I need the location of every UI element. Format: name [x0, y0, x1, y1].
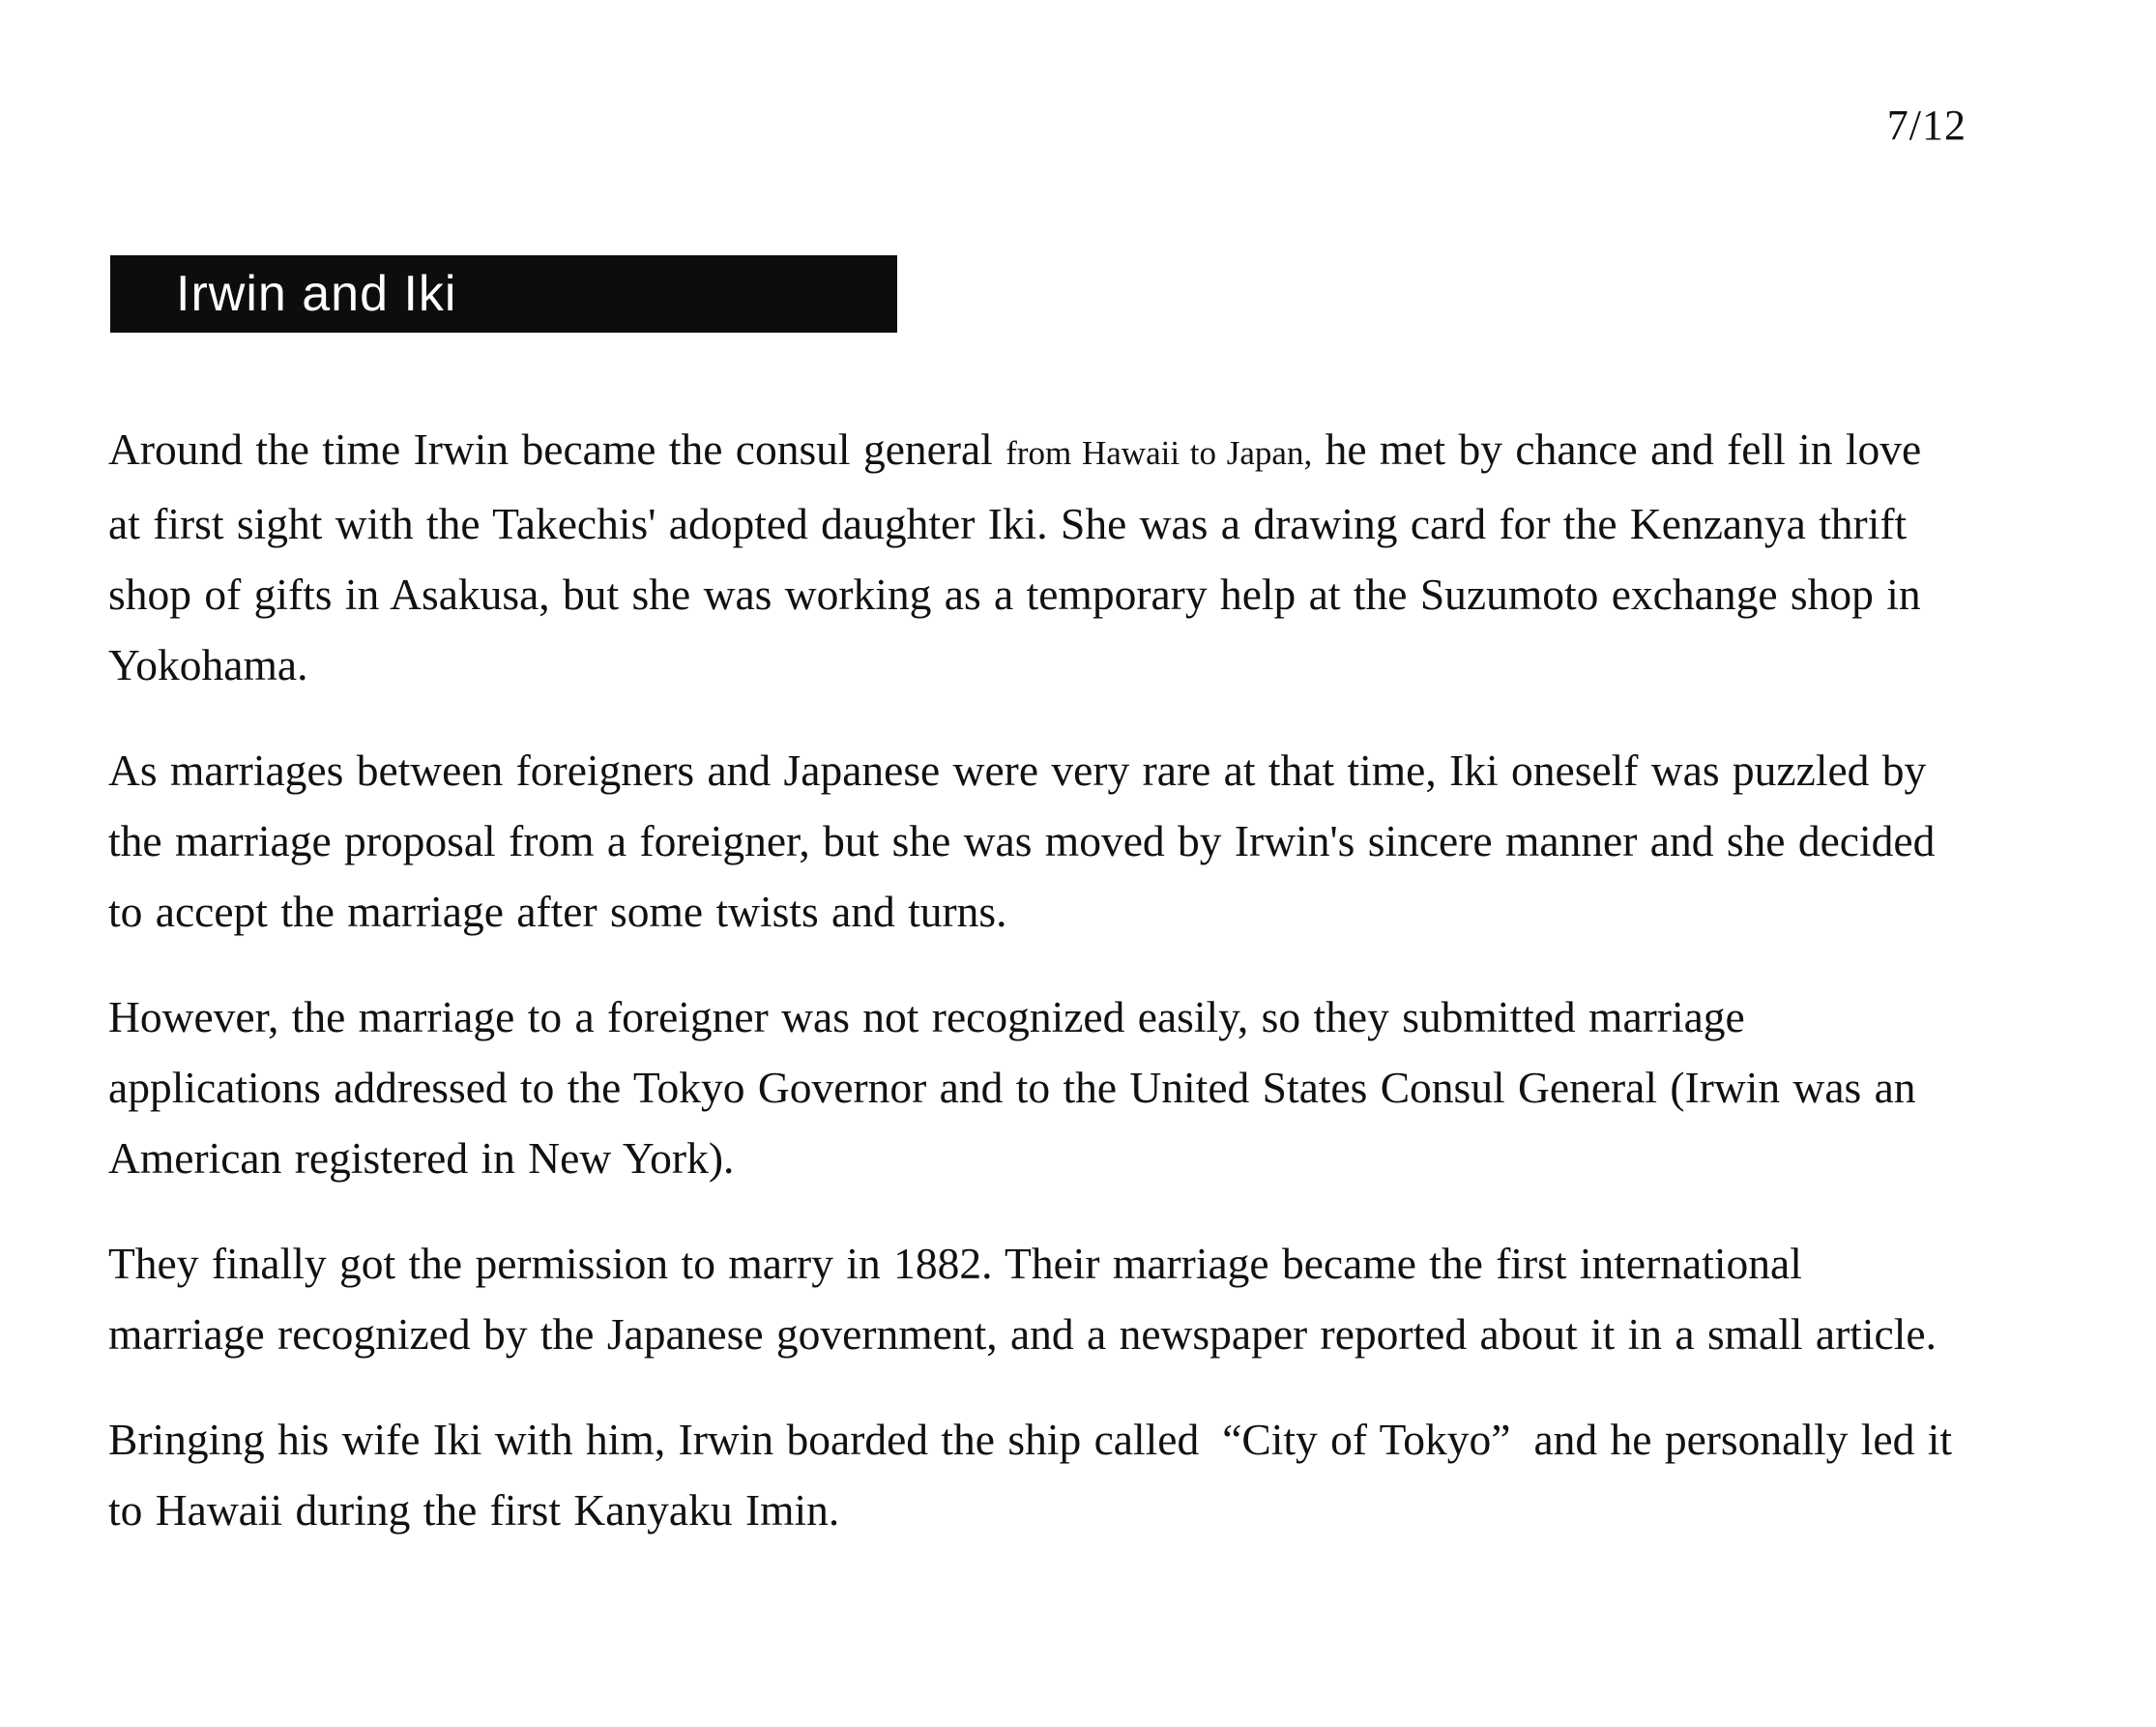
- page-number: 7/12: [1886, 102, 1967, 149]
- paragraph-5-text-end: and he personally led it to Hawaii during the first Kanyaku Imin.: [108, 1415, 1952, 1535]
- paragraph-4: They finally got the permission to marry in 1882. Their marriage became the first international marriage recognized by the Japanese government, and a newspaper reported about it in a small article.: [108, 1239, 1937, 1359]
- paragraph-3: However, the marriage to a foreigner was not recognized easily, so they submitted marriage applications addressed to the Tokyo Governor and to the United States Consul General (Irwin was an American registered in New York).: [108, 992, 1916, 1183]
- paragraph-2: As marriages between foreigners and Japanese were very rare at that time, Iki oneself was puzzled by the marriage proposal from a foreigner, but she was moved by Irwin's sincere manner and she decided to accept the marriage after some twists and turns.: [108, 746, 1936, 936]
- ship-name-quote: “City of Tokyo”: [1222, 1415, 1511, 1464]
- section-title: Irwin and Iki: [176, 266, 457, 322]
- paragraph-5: [108, 1404, 1965, 1545]
- paragraph-1-small-text: from Hawaii to Japan,: [1005, 434, 1313, 472]
- article-body: [108, 414, 1965, 1580]
- paragraph-1-text-end: he met by chance and fell in love at first sight with the Takechis' adopted daughter Iki. She was a drawing card for the Kenzanya thrift shop of gifts in Asakusa, but she was working as a temporary help at the Suzumoto exchange shop in Yokohama.: [108, 424, 1922, 689]
- section-title-bar: [110, 255, 897, 333]
- paragraph-1: [108, 414, 1965, 700]
- paragraph-5-text-start: Bringing his wife Iki with him, Irwin boarded the ship called: [108, 1415, 1200, 1464]
- paragraph-1-text-start: Around the time Irwin became the consul general: [108, 424, 1006, 474]
